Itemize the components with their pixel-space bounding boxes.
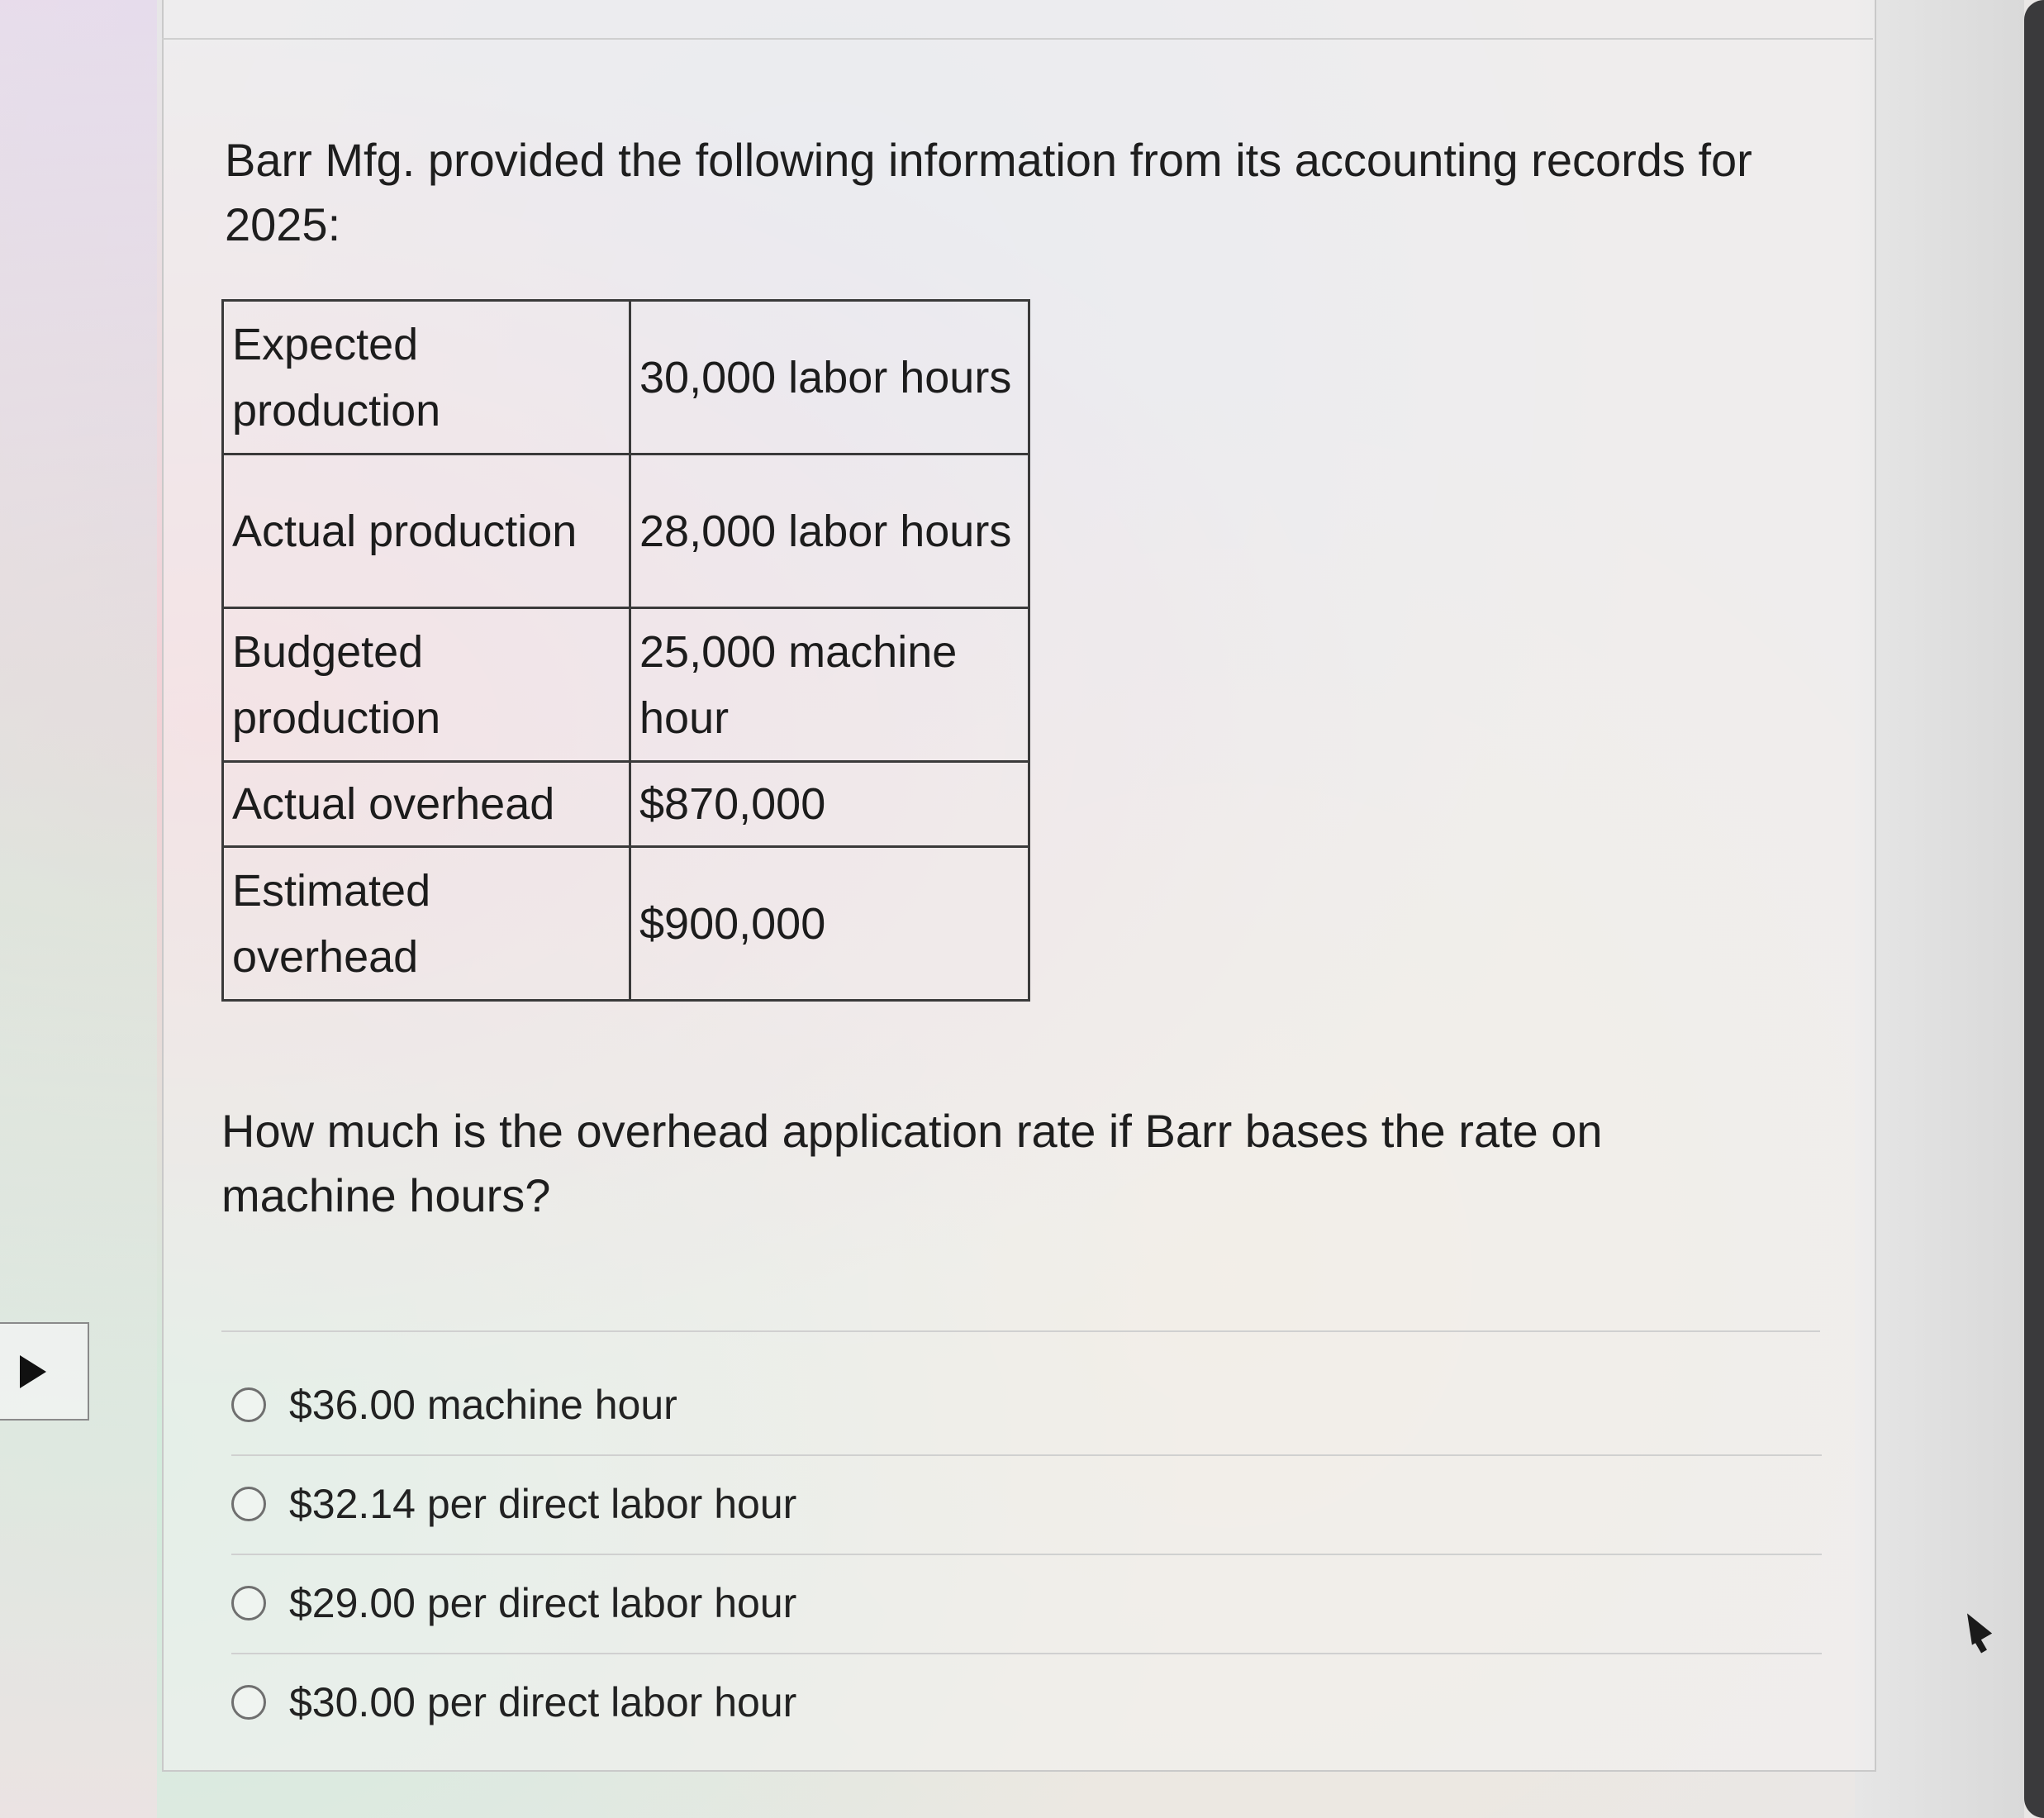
answer-option-label: $30.00 per direct labor hour [289, 1679, 797, 1725]
play-icon [20, 1355, 46, 1388]
radio-button[interactable] [231, 1387, 266, 1422]
answer-option-label: $36.00 machine hour [289, 1382, 677, 1428]
play-button[interactable] [0, 1322, 89, 1421]
answer-option-label: $29.00 per direct labor hour [289, 1580, 797, 1626]
question-intro: Barr Mfg. provided the following information from its accounting records for 2025: [225, 134, 1752, 250]
question-prompt: How much is the overhead application rate if Barr bases the rate on machine hours? [221, 1105, 1603, 1221]
background-right [1855, 0, 2024, 1818]
table-cell-value: $900,000 [630, 847, 1029, 1001]
table-cell-label: Actual overhead [223, 762, 630, 847]
background-left [0, 0, 157, 1818]
answer-option-label: $32.14 per direct labor hour [289, 1481, 797, 1527]
radio-button[interactable] [231, 1685, 266, 1720]
radio-button[interactable] [231, 1487, 266, 1521]
table-row [223, 454, 1029, 608]
table-cell-value: 30,000 labor hours [630, 301, 1029, 454]
top-divider [162, 38, 1873, 40]
answer-option[interactable] [231, 1554, 1822, 1654]
table-row [223, 301, 1029, 454]
table-cell-label: Expected production [223, 301, 630, 454]
table-row [223, 847, 1029, 1001]
radio-button[interactable] [231, 1586, 266, 1620]
info-table [221, 299, 1030, 1002]
screen-bezel [2024, 0, 2044, 1818]
answer-option[interactable] [231, 1653, 1822, 1752]
table-cell-label: Estimated overhead [223, 847, 630, 1001]
table-row [223, 762, 1029, 847]
table-row [223, 608, 1029, 762]
table-cell-value: 25,000 machine hour [630, 608, 1029, 762]
table-cell-label: Actual production [223, 454, 630, 608]
answer-option[interactable] [231, 1355, 1822, 1456]
table-cell-label: Budgeted production [223, 608, 630, 762]
table-cell-value: $870,000 [630, 762, 1029, 847]
table-cell-value: 28,000 labor hours [630, 454, 1029, 608]
answer-option[interactable] [231, 1454, 1822, 1555]
divider [221, 1330, 1820, 1332]
